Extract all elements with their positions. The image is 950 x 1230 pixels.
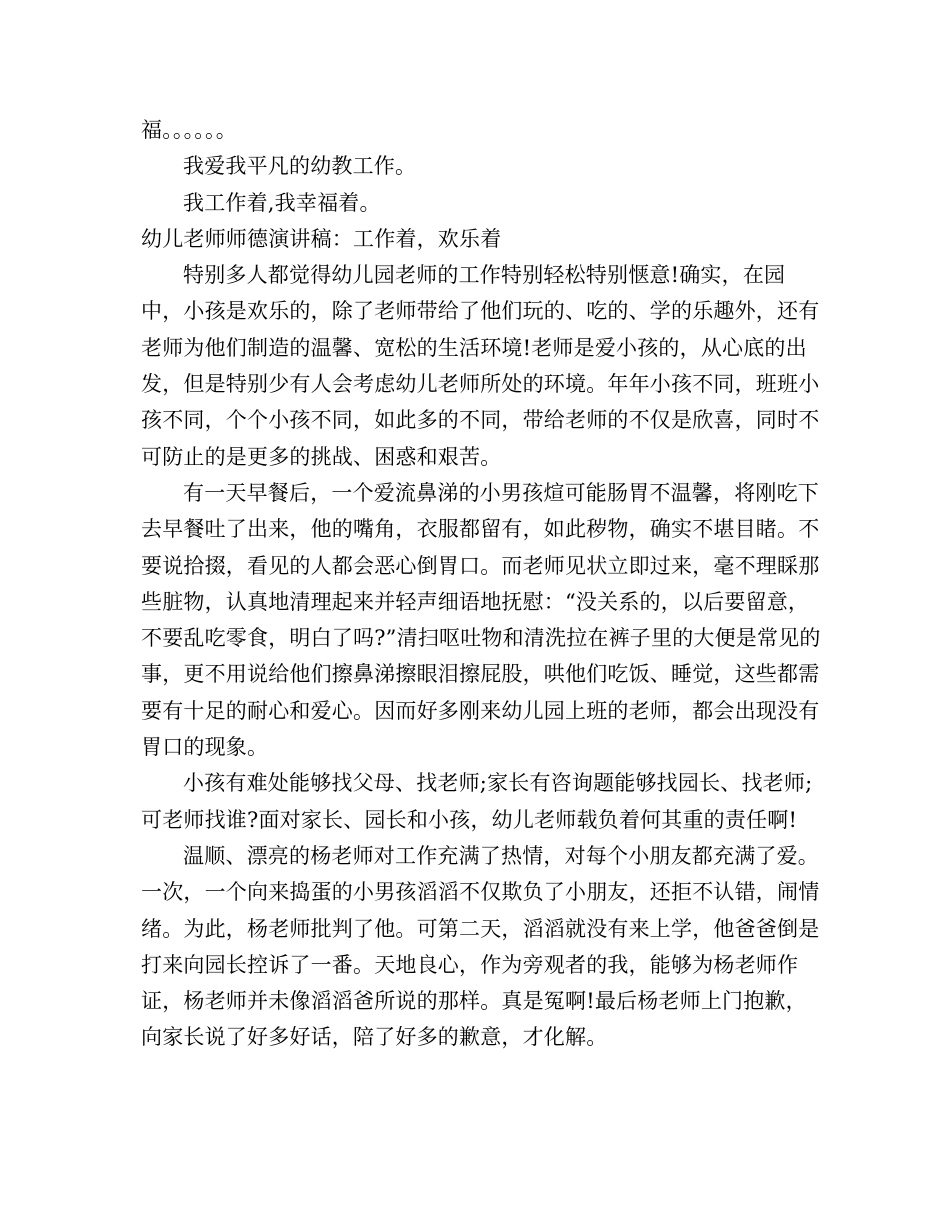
paragraph: 特别多人都觉得幼儿园老师的工作特别轻松特别惬意!确实，在园中，小孩是欢乐的，除了老师带给了他们玩的、吃的、学的乐趣外，还有老师为他们制造的温馨、宽松的生活环境!老师是爱小孩的，从心底的出发，但是特别少有人会考虑幼儿老师所处的环境。年年小孩不同，班班小孩不同，个个小孩不同，如此多的不同，带给老师的不仅是欣喜，同时不可防止的是更多的挑战、困惑和艰苦。 <box>141 263 820 469</box>
paragraph: 我工作着,我幸福着。 <box>183 190 381 215</box>
paragraph: 有一天早餐后，一个爱流鼻涕的小男孩煊可能肠胃不温馨，将刚吃下去早餐吐了出来，他的嘴角，衣服都留有，如此秽物，确实不堪目睹。不要说拾掇，看见的人都会恶心倒胃口。而老师见状立即过来，毫不理睬那些脏物，认真地清理起来并轻声细语地抚慰：“没关系的，以后要留意，不要乱吃零食，明白了吗?”清扫呕吐物和清洗拉在裤子里的大便是常见的事，更不用说给他们擦鼻涕擦眼泪擦屁股，哄他们吃饭、睡觉，这些都需要有十足的耐心和爱心。因而好多刚来幼儿园上班的老师，都会出现没有胃口的现象。 <box>141 480 821 760</box>
section-heading: 幼儿老师师德演讲稿：工作着，欢乐着 <box>141 226 502 251</box>
paragraph-continuation: 福。。。。。。 <box>141 118 237 142</box>
paragraph: 温顺、漂亮的杨老师对工作充满了热情，对每个小朋友都充满了爱。一次，一个向来捣蛋的小男孩滔滔不仅欺负了小朋友，还拒不认错，闹情绪。为此，杨老师批判了他。可第二天，滔滔就没有来上学，他爸爸倒是打来向园长控诉了一番。天地良心，作为旁观者的我，能够为杨老师作证，杨老师并未像滔滔爸所说的那样。真是冤啊!最后杨老师上门抱歉，向家长说了好多好话，陪了好多的歉意，才化解。 <box>141 843 820 1050</box>
paragraph: 我爱我平凡的幼教工作。 <box>183 154 417 179</box>
document-body <box>141 112 821 1056</box>
paragraph: 小孩有难处能够找父母、找老师;家长有咨询题能够找园长、找老师;可老师找谁?面对家长、园长和小孩，幼儿老师载负着何其重的责任啊! <box>141 771 813 832</box>
